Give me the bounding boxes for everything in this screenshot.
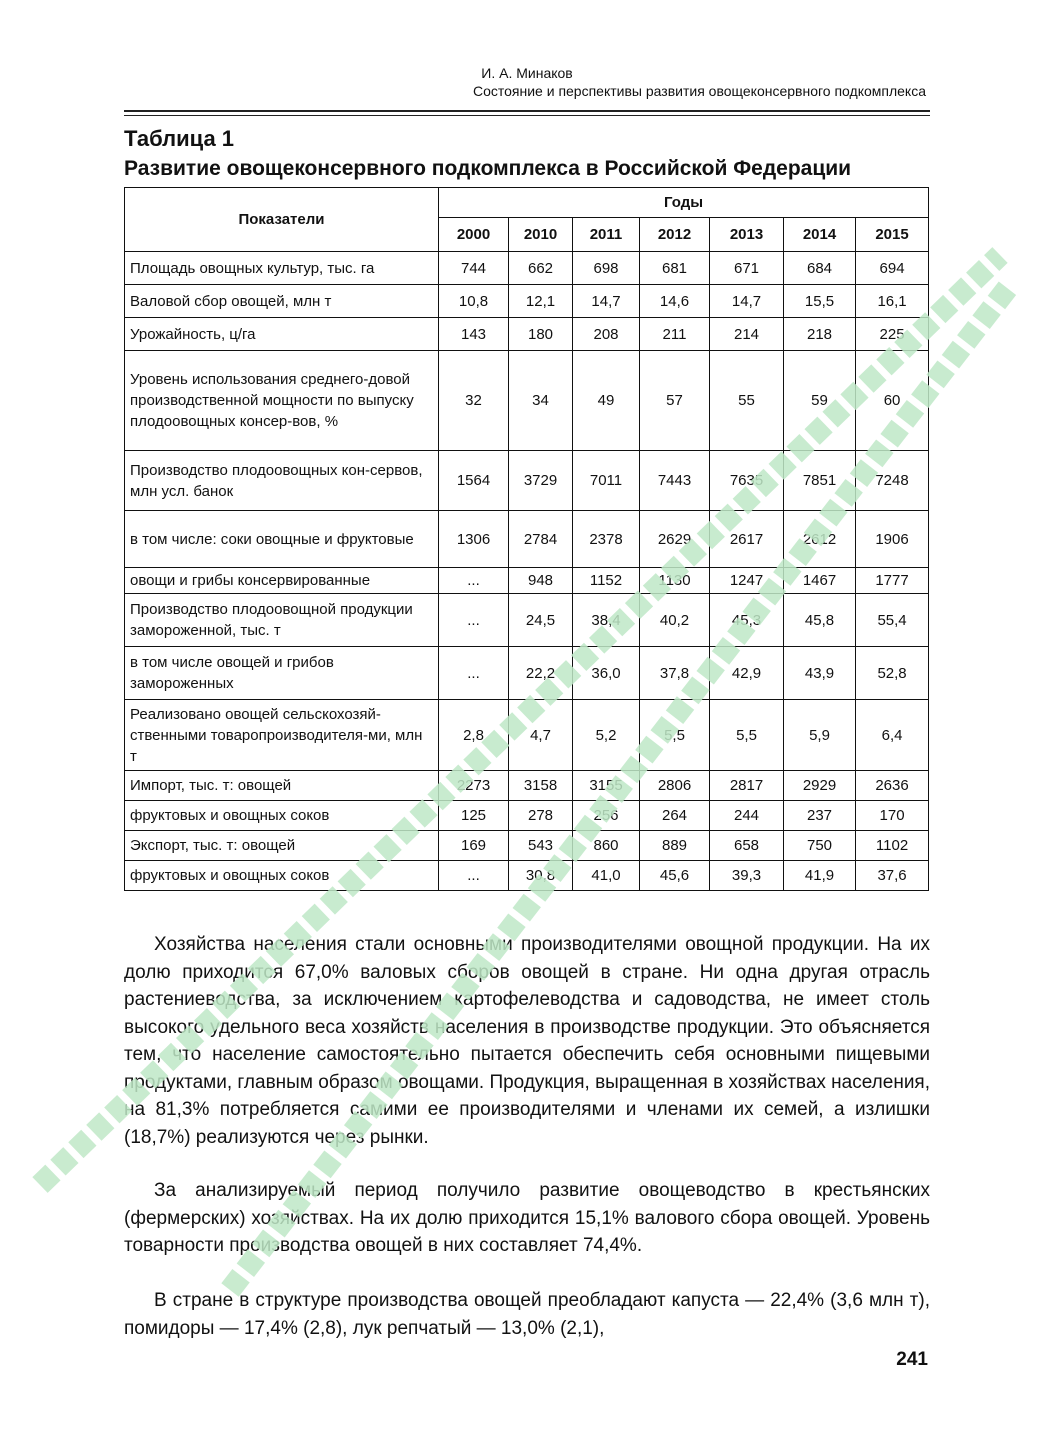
table-row xyxy=(125,511,929,568)
cell-value: 43,9 xyxy=(784,647,856,700)
years-header: Годы xyxy=(439,188,929,218)
cell-value: 55 xyxy=(710,351,784,451)
cell-value: 2612 xyxy=(784,511,856,568)
table-row xyxy=(125,594,929,647)
cell-value: 3155 xyxy=(573,771,640,801)
cell-value: 14,6 xyxy=(640,285,710,318)
cell-value: 52,8 xyxy=(856,647,929,700)
cell-value: 15,5 xyxy=(784,285,856,318)
cell-value: 2806 xyxy=(640,771,710,801)
header-subtitle: Состояние и перспективы развития овощеконсервного подкомплекса xyxy=(472,83,926,99)
running-header xyxy=(124,64,930,100)
cell-value: 698 xyxy=(573,252,640,285)
row-label: Производство плодоовощных кон-сервов, млн усл. банок xyxy=(125,451,439,511)
table-row xyxy=(125,771,929,801)
cell-value: 2784 xyxy=(509,511,573,568)
row-label: Импорт, тыс. т: овощей xyxy=(125,771,439,801)
cell-value: 211 xyxy=(640,318,710,351)
cell-value: 681 xyxy=(640,252,710,285)
cell-value: 2,8 xyxy=(439,700,509,771)
cell-value: 10,8 xyxy=(439,285,509,318)
header-rule xyxy=(124,110,930,112)
indicator-header: Показатели xyxy=(125,188,439,252)
row-label: Площадь овощных культур, тыс. га xyxy=(125,252,439,285)
year-header-2011: 2011 xyxy=(573,218,640,252)
row-label: фруктовых и овощных соков xyxy=(125,861,439,891)
paragraph-3 xyxy=(124,1287,930,1342)
cell-value: 37,6 xyxy=(856,861,929,891)
cell-value: ... xyxy=(439,568,509,594)
cell-value: 36,0 xyxy=(573,647,640,700)
cell-value: 889 xyxy=(640,831,710,861)
cell-value: ... xyxy=(439,861,509,891)
cell-value: 3729 xyxy=(509,451,573,511)
cell-value: 543 xyxy=(509,831,573,861)
cell-value: 37,8 xyxy=(640,647,710,700)
cell-value: 1102 xyxy=(856,831,929,861)
cell-value: 12,1 xyxy=(509,285,573,318)
table-label: Таблица 1 xyxy=(124,126,235,151)
cell-value: 14,7 xyxy=(573,285,640,318)
cell-value: 40,2 xyxy=(640,594,710,647)
cell-value: 45,3 xyxy=(710,594,784,647)
row-label: Урожайность, ц/га xyxy=(125,318,439,351)
header-author: И. А. Минаков xyxy=(481,65,573,81)
cell-value: 7248 xyxy=(856,451,929,511)
cell-value: 41,0 xyxy=(573,861,640,891)
page-number: 241 xyxy=(896,1349,928,1370)
paragraph-2 xyxy=(124,1177,930,1260)
cell-value: 694 xyxy=(856,252,929,285)
cell-value: 1564 xyxy=(439,451,509,511)
cell-value: 1247 xyxy=(710,568,784,594)
cell-value: 1906 xyxy=(856,511,929,568)
row-label: Экспорт, тыс. т: овощей xyxy=(125,831,439,861)
year-header-2013: 2013 xyxy=(710,218,784,252)
cell-value: 208 xyxy=(573,318,640,351)
cell-value: 5,5 xyxy=(640,700,710,771)
cell-value: 5,9 xyxy=(784,700,856,771)
cell-value: 7011 xyxy=(573,451,640,511)
cell-value: 38,4 xyxy=(573,594,640,647)
table-body xyxy=(125,252,929,891)
cell-value: 3158 xyxy=(509,771,573,801)
cell-value: 5,5 xyxy=(710,700,784,771)
cell-value: 59 xyxy=(784,351,856,451)
cell-value: 45,6 xyxy=(640,861,710,891)
cell-value: 264 xyxy=(640,801,710,831)
table-row xyxy=(125,252,929,285)
cell-value: 180 xyxy=(509,318,573,351)
cell-value: 1130 xyxy=(640,568,710,594)
table-row xyxy=(125,568,929,594)
cell-value: 32 xyxy=(439,351,509,451)
row-label: Производство плодоовощной продукции замороженной, тыс. т xyxy=(125,594,439,647)
row-label: в том числе овощей и грибов замороженных xyxy=(125,647,439,700)
paragraph-1 xyxy=(124,931,930,1151)
cell-value: 244 xyxy=(710,801,784,831)
table-row xyxy=(125,285,929,318)
cell-value: 24,5 xyxy=(509,594,573,647)
cell-value: 16,1 xyxy=(856,285,929,318)
cell-value: 1306 xyxy=(439,511,509,568)
table-row xyxy=(125,451,929,511)
table-row xyxy=(125,861,929,891)
table-row xyxy=(125,831,929,861)
year-header-2012: 2012 xyxy=(640,218,710,252)
cell-value: 2273 xyxy=(439,771,509,801)
cell-value: 42,9 xyxy=(710,647,784,700)
cell-value: 1467 xyxy=(784,568,856,594)
cell-value: 169 xyxy=(439,831,509,861)
row-label: Валовой сбор овощей, млн т xyxy=(125,285,439,318)
cell-value: 278 xyxy=(509,801,573,831)
cell-value: 750 xyxy=(784,831,856,861)
cell-value: 60 xyxy=(856,351,929,451)
table-row xyxy=(125,318,929,351)
row-label: Реализовано овощей сельскохозяй-ственными товаропроизводителя-ми, млн т xyxy=(125,700,439,771)
cell-value: 2636 xyxy=(856,771,929,801)
cell-value: 125 xyxy=(439,801,509,831)
cell-value: 2617 xyxy=(710,511,784,568)
cell-value: 2629 xyxy=(640,511,710,568)
year-header-2014: 2014 xyxy=(784,218,856,252)
cell-value: 2817 xyxy=(710,771,784,801)
paragraph-3-text: В стране в структуре производства овощей преобладают капуста — 22,4% (3,6 млн т), помидоры — 17,4% (2,8), лук репчатый — 13,0% (2,1), xyxy=(124,1290,930,1339)
row-label: Уровень использования среднего-довой производственной мощности по выпуску плодоовощных консер-вов, % xyxy=(125,351,439,451)
table-row xyxy=(125,700,929,771)
year-header-2000: 2000 xyxy=(439,218,509,252)
cell-value: 143 xyxy=(439,318,509,351)
cell-value: 170 xyxy=(856,801,929,831)
header-rule-thin xyxy=(124,115,930,116)
cell-value: 684 xyxy=(784,252,856,285)
paragraph-1-text: Хозяйства населения стали основными производителями овощной продукции. На их долю приходится 67,0% валовых сборов овощей в стране. Ни одна другая отрасль растениеводства, за исключением картофелеводства и садоводства, не имеет столь высокого удельного веса хозяйств населения в производстве продукции. Это объясняется тем, что население самостоятельно пытается обеспечить себя основными пищевыми продуктами, главным образом овощами. Продукция, выращенная в хозяйствах населения, на 81,3% потребляется самими ее производителями и членами их семей, а излишки (18,7%) реализуются через рынки. xyxy=(124,934,930,1148)
row-label: в том числе: соки овощные и фруктовые xyxy=(125,511,439,568)
cell-value: 7851 xyxy=(784,451,856,511)
cell-value: 22,2 xyxy=(509,647,573,700)
cell-value: 860 xyxy=(573,831,640,861)
cell-value: 7443 xyxy=(640,451,710,511)
cell-value: 55,4 xyxy=(856,594,929,647)
cell-value: 237 xyxy=(784,801,856,831)
cell-value: 5,2 xyxy=(573,700,640,771)
table-row xyxy=(125,647,929,700)
cell-value: 948 xyxy=(509,568,573,594)
year-header-2015: 2015 xyxy=(856,218,929,252)
table-row xyxy=(125,351,929,451)
cell-value: 49 xyxy=(573,351,640,451)
cell-value: 1152 xyxy=(573,568,640,594)
cell-value: 30,8 xyxy=(509,861,573,891)
row-label: фруктовых и овощных соков xyxy=(125,801,439,831)
data-table xyxy=(124,187,929,891)
cell-value: 256 xyxy=(573,801,640,831)
row-label: овощи и грибы консервированные xyxy=(125,568,439,594)
cell-value: 2378 xyxy=(573,511,640,568)
cell-value: 45,8 xyxy=(784,594,856,647)
cell-value: 658 xyxy=(710,831,784,861)
year-header-2010: 2010 xyxy=(509,218,573,252)
cell-value: 39,3 xyxy=(710,861,784,891)
cell-value: 671 xyxy=(710,252,784,285)
paragraph-2-text: За анализируемый период получило развитие овощеводство в крестьянских (фермерских) хозяйствах. На их долю приходится 15,1% валового сбора овощей. Уровень товарности производства овощей в них составляет 74,4%. xyxy=(124,1180,930,1256)
cell-value: 14,7 xyxy=(710,285,784,318)
cell-value: ... xyxy=(439,594,509,647)
cell-value: 225 xyxy=(856,318,929,351)
cell-value: ... xyxy=(439,647,509,700)
cell-value: 34 xyxy=(509,351,573,451)
cell-value: 218 xyxy=(784,318,856,351)
cell-value: 7635 xyxy=(710,451,784,511)
cell-value: 744 xyxy=(439,252,509,285)
cell-value: 57 xyxy=(640,351,710,451)
cell-value: 662 xyxy=(509,252,573,285)
cell-value: 214 xyxy=(710,318,784,351)
table-row xyxy=(125,801,929,831)
cell-value: 1777 xyxy=(856,568,929,594)
cell-value: 4,7 xyxy=(509,700,573,771)
cell-value: 2929 xyxy=(784,771,856,801)
table-title: Развитие овощеконсервного подкомплекса в Российской Федерации xyxy=(124,157,852,180)
cell-value: 6,4 xyxy=(856,700,929,771)
cell-value: 41,9 xyxy=(784,861,856,891)
